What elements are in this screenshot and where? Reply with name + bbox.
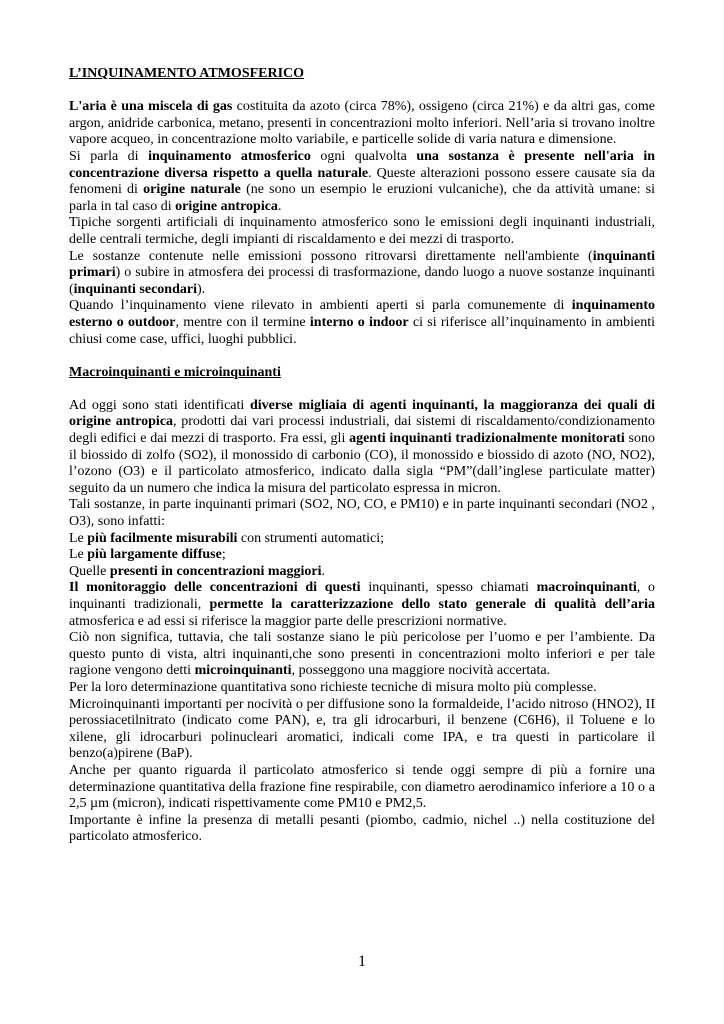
section-macro-micro <box>69 398 655 846</box>
text-run: Quelle <box>69 563 110 579</box>
text-run: atmosferica e ad essi si riferisce la maggior parte delle prescrizioni normative. <box>69 613 507 629</box>
bold-text: agenti inquinanti tradizionalmente monitorati <box>349 431 625 447</box>
text-run: , mentre con il termine <box>175 314 310 330</box>
text-run: . <box>321 563 325 579</box>
bold-text: diverse migliaia di agenti inquinanti, la maggioranza dei quali di origine antropica <box>69 397 655 430</box>
bold-text: origine antropica <box>175 198 278 214</box>
text-run: Le <box>69 547 88 563</box>
paragraph <box>69 630 655 680</box>
bold-text: presenti in concentrazioni maggiori <box>109 563 322 579</box>
text-run: Quando l’inquinamento viene rilevato in ambienti aperti si parla comunemente di <box>69 298 572 314</box>
bold-text: inquinamento esterno o outdoor <box>69 298 655 330</box>
bold-text: origine naturale <box>143 182 241 198</box>
text-run: ; <box>221 547 226 563</box>
bold-text: più largamente diffuse <box>87 547 222 563</box>
text-run: inquinanti, spesso chiamati <box>360 580 537 596</box>
page-number: 1 <box>358 953 366 970</box>
paragraph <box>69 149 655 215</box>
text-run: Tipiche sorgenti artificiali di inquinamento atmosferico sono le emissioni degli inquinanti industriali, delle centrali termiche, degli impianti di riscaldamento e dei mezzi di trasporto. <box>69 215 655 247</box>
paragraph <box>69 680 655 697</box>
bold-text: inquinanti secondari <box>73 281 197 297</box>
document-page <box>69 66 655 846</box>
text-run: , o inquinanti tradizionali, <box>69 580 656 612</box>
paragraph <box>69 763 655 813</box>
bold-text: inquinamento atmosferico <box>148 148 311 164</box>
spacer <box>69 381 655 398</box>
text-run: , prodotti dai vari processi industriali, dai sistemi di riscaldamento/condizionamento degli edifici e dai mezzi di trasporto. Fra essi, gli <box>69 414 655 447</box>
bold-text: L'aria è una miscela di gas <box>69 99 233 115</box>
text-run: Tali sostanze, in parte inquinanti primari (SO2, NO, CO, e PM10) e in parte inquinanti secondari (NO2 , O3), sono infatti: <box>69 497 655 530</box>
paragraph <box>69 531 655 548</box>
text-run: Anche per quanto riguarda il particolato atmosferico si tende oggi sempre di più a fornire una determinazione quantitativa della frazione fine respirabile, con diametro aerodinamico inferiore a 10 o a 2,5 µm (micron), indicati rispettivamente come PM10 e PM2,5. <box>69 762 655 812</box>
text-run: ). <box>197 281 206 297</box>
text-run: costituita da azoto (circa 78%), ossigeno (circa 21%) e da altri gas, come argon, anidride carbonica, metano, presenti in concentrazioni molto inferiori. Nell’aria si trovano inoltre vapore acqueo, in concentrazione molto variabile, e particelle solide di varia natura e dimensione. <box>69 99 656 148</box>
bold-text: più facilmente misurabili <box>87 530 238 546</box>
text-run: Le sostanze contenute nelle emissioni possono ritrovarsi direttamente nell'ambiente ( <box>69 248 593 264</box>
paragraph <box>69 580 655 630</box>
document-title: L’INQUINAMENTO ATMOSFERICO <box>69 66 305 81</box>
text-run: . Queste alterazioni possono essere causate sia da fenomeni di <box>69 165 655 198</box>
section-heading: Macroinquinanti e microinquinanti <box>69 364 281 380</box>
paragraph <box>69 497 655 530</box>
paragraph <box>69 697 655 763</box>
bold-text: macroinquinanti <box>536 580 637 596</box>
paragraph <box>69 298 655 348</box>
bold-text: interno o indoor <box>309 314 409 330</box>
text-run: . <box>277 198 282 214</box>
text-run: (ne sono un esempio le eruzioni vulcaniche), che da attività umane: si parla in tal caso di <box>69 182 656 214</box>
paragraph <box>69 547 655 564</box>
spacer <box>69 83 655 100</box>
text-run: con strumenti automatici; <box>237 530 384 546</box>
text-run: ) o subire in atmosfera dei processi di trasformazione, dando luogo a nuove sostanze inquinanti ( <box>69 265 655 297</box>
paragraph <box>69 99 655 149</box>
bold-text: una sostanza è presente nell'aria in concentrazione diversa rispetto a quella naturale <box>69 148 656 181</box>
paragraph <box>69 215 655 248</box>
text-run: Ad oggi sono stati identificati <box>69 397 250 413</box>
text-run: Importante è infine la presenza di metalli pesanti (piombo, cadmio, nichel ..) nella costituzione del particolato atmosferico. <box>69 812 655 845</box>
text-run: Le <box>69 530 88 546</box>
text-run: ogni qualvolta <box>310 148 417 164</box>
bold-text: Il monitoraggio delle concentrazioni di questi <box>69 580 361 596</box>
text-run: , posseggono una maggiore nocività accertata. <box>291 663 551 679</box>
paragraph <box>69 249 655 299</box>
paragraph <box>69 398 655 498</box>
spacer <box>69 348 655 365</box>
text-run: sono il biossido di zolfo (SO2), il monossido di carbonio (CO), il monossido e biossido di azoto (NO, NO2), l’ozono (O3) e il particolato atmosferico, indicato dalla sigla “PM”(dall’inglese particulate matter) seguito da un numero che indica la misura del particolato espressa in micron. <box>69 431 655 496</box>
bold-text: inquinanti primari <box>69 248 655 281</box>
section-intro <box>69 99 655 348</box>
bold-text: microinquinanti <box>194 663 292 679</box>
text-run: Microinquinanti importanti per nocività o per diffusione sono la formaldeide, l’acido nitroso (HNO2), II perossiacetilnitrato (indicato come PAN), e, tra gli idrocarburi, il benzene (C6H6), il Toluene e lo xilene, gli idrocarburi polinucleari aromatici, indicali come IPA, e tra questi in particolare il benzo(a)pirene (BaP). <box>69 696 655 762</box>
text-run: Si parla di <box>69 148 149 164</box>
paragraph <box>69 813 655 846</box>
paragraph <box>69 564 655 581</box>
text-run: Per la loro determinazione quantitativa sono richieste tecniche di misura molto più complesse. <box>69 679 597 695</box>
bold-text: permette la caratterizzazione dello stato generale di qualità dell’aria <box>209 597 655 612</box>
text-run: ci si riferisce all’inquinamento in ambienti chiusi come case, uffici, luoghi pubblici. <box>69 314 655 347</box>
text-run: Ciò non significa, tuttavia, che tali sostanze siano le più pericolose per l’uomo e per l’ambiente. Da questo punto di vista, altri inquinanti,che sono presenti in concentrazioni molto inferiori e per tale ragione vengono detti <box>69 630 655 679</box>
